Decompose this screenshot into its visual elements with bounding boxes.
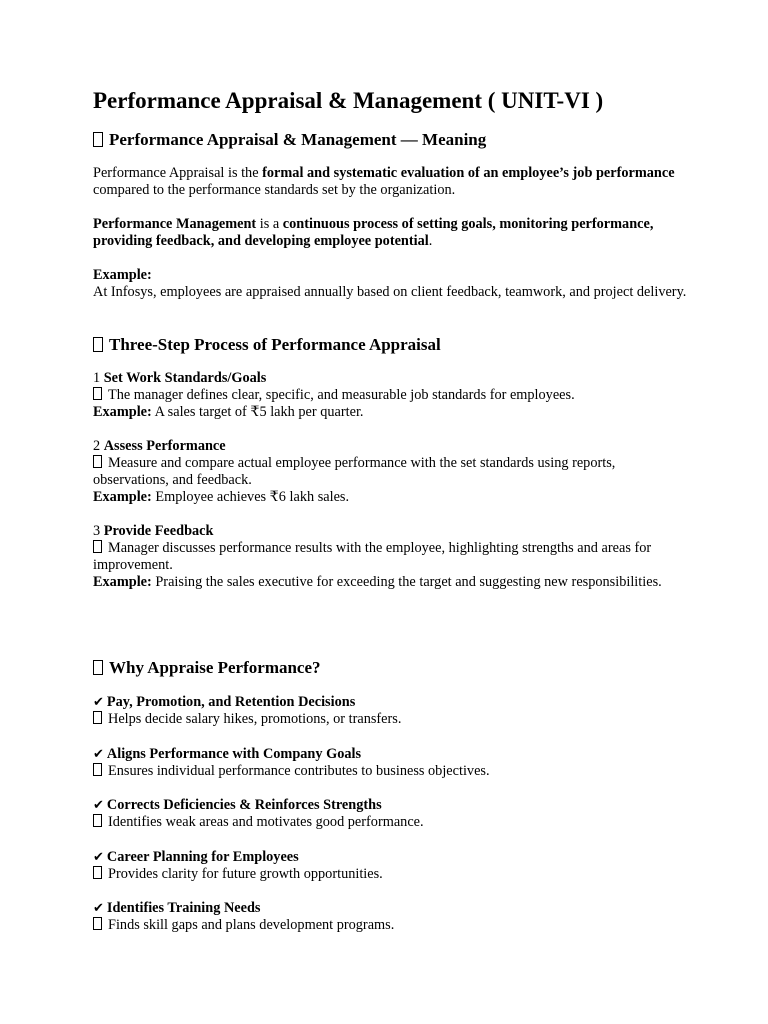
management-definition: Performance Management is a continuous process of setting goals, monitoring performance, providing feedback, and developing employee potential. (93, 216, 654, 249)
process-step: 1 Set Work Standards/Goals The manager defines clear, specific, and measurable job standards for employees. Example: A sales target of ₹5 lakh per quarter. (93, 370, 575, 420)
process-step: 3 Provide Feedback Manager discusses performance results with the employee, highlighting strengths and areas for improvement. Example: Praising the sales executive for exceeding the target and suggesting new responsibilities. (93, 523, 662, 590)
process-step: 2 Assess Performance Measure and compare actual employee performance with the set standards using reports, observations, and feedback. Example: Employee achieves ₹6 lakh sales. (93, 438, 616, 505)
list-item: ✔ Identifies Training Needs Finds skill gaps and plans development programs. (93, 900, 395, 933)
checkmark-icon: ✔ (93, 695, 104, 710)
checkmark-icon: ✔ (93, 747, 104, 762)
placeholder-glyph-icon (93, 917, 102, 930)
placeholder-glyph-icon (93, 711, 102, 724)
placeholder-glyph-icon (93, 814, 102, 827)
list-item: ✔ Career Planning for Employees Provides clarity for future growth opportunities. (93, 849, 383, 882)
placeholder-glyph-icon (93, 387, 102, 400)
placeholder-glyph-icon (93, 763, 102, 776)
why-heading: Why Appraise Performance? (93, 657, 321, 679)
placeholder-glyph-icon (93, 132, 103, 147)
list-item: ✔ Corrects Deficiencies & Reinforces Strengths Identifies weak areas and motivates good performance. (93, 797, 424, 830)
process-heading: Three-Step Process of Performance Appraisal (93, 334, 441, 356)
appraisal-definition: Performance Appraisal is the formal and systematic evaluation of an employee’s job performance compared to the performance standards set by the organization. (93, 165, 675, 198)
placeholder-glyph-icon (93, 540, 102, 553)
checkmark-icon: ✔ (93, 901, 104, 916)
page-title: Performance Appraisal & Management ( UNIT-VI ) (93, 88, 604, 113)
placeholder-glyph-icon (93, 337, 103, 352)
meaning-heading: Performance Appraisal & Management — Meaning (93, 129, 486, 151)
checkmark-icon: ✔ (93, 850, 104, 865)
checkmark-icon: ✔ (93, 798, 104, 813)
meaning-example: Example: At Infosys, employees are appraised annually based on client feedback, teamwork, and project delivery. (93, 267, 687, 300)
placeholder-glyph-icon (93, 455, 102, 468)
list-item: ✔ Aligns Performance with Company Goals Ensures individual performance contributes to business objectives. (93, 746, 490, 779)
placeholder-glyph-icon (93, 866, 102, 879)
placeholder-glyph-icon (93, 660, 103, 675)
list-item: ✔ Pay, Promotion, and Retention Decisions Helps decide salary hikes, promotions, or transfers. (93, 694, 402, 727)
